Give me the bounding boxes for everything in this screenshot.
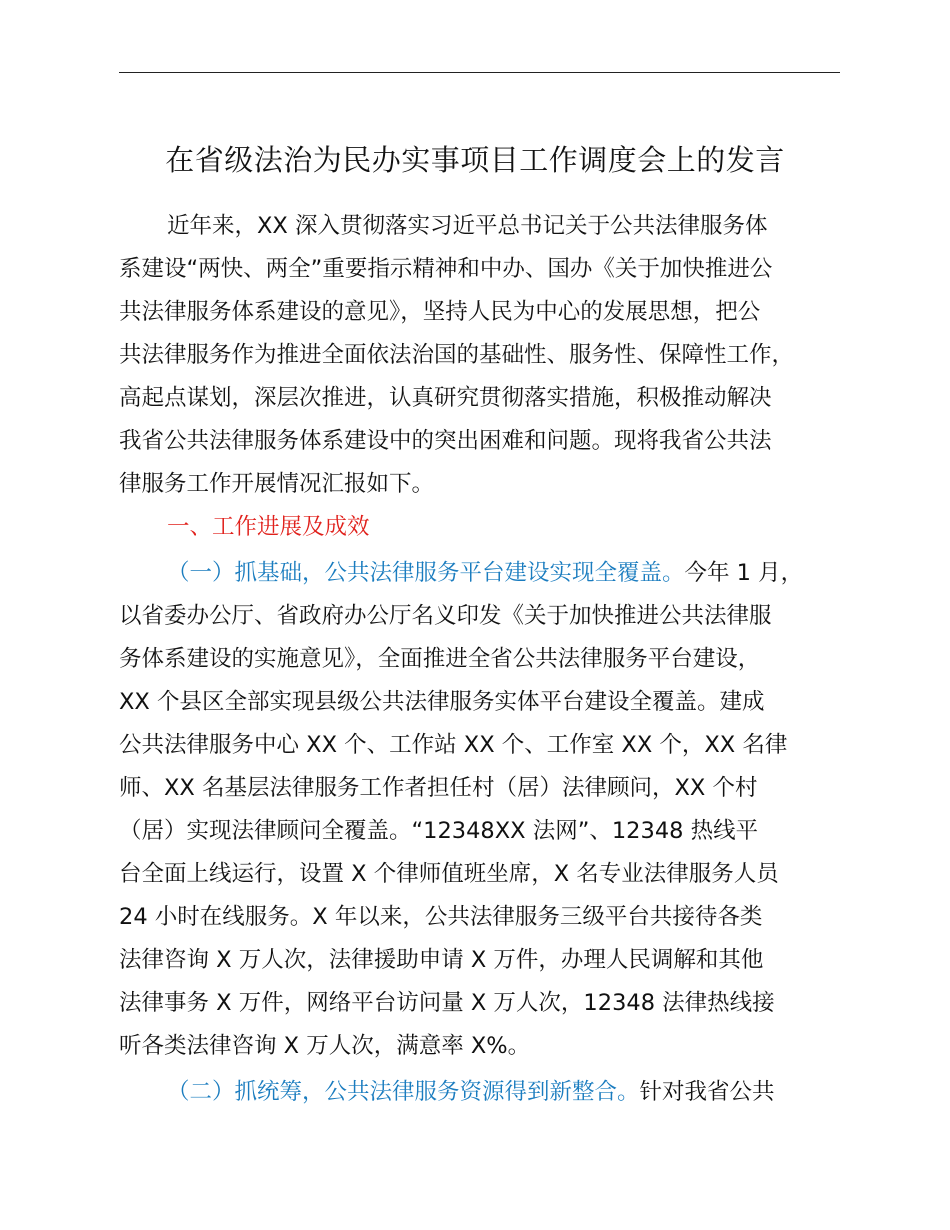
body-line: 24 小时在线服务。X 年以来，公共法律服务三级平台共接待各类 — [119, 904, 763, 930]
body-line: 务体系建设的实施意见》，全面推进全省公共法律服务平台建设， — [119, 646, 761, 672]
subsection-1-first-line — [167, 558, 803, 588]
intro-line: 共法律服务体系建设的意见》，坚持人民为中心的发展思想，把公 — [119, 299, 761, 325]
subsection-2-first-line — [167, 1077, 775, 1107]
intro-line: 我省公共法律服务体系建设中的突出困难和问题。现将我省公共法 — [119, 428, 772, 454]
intro-line: 近年来，XX 深入贯彻落实习近平总书记关于公共法律服务体 — [167, 213, 768, 239]
body-line: 法律事务 X 万件，网络平台访问量 X 万人次，12348 法律热线接 — [119, 990, 775, 1016]
subsection-1-heading: （一）抓基础，公共法律服务平台建设实现全覆盖。 — [167, 560, 685, 586]
intro-line: 高起点谋划，深层次推进，认真研究贯彻落实措施，积极推动解决 — [119, 385, 772, 411]
body-line: 法律咨询 X 万人次，法律援助申请 X 万件，办理人民调解和其他 — [119, 947, 764, 973]
subsection-1-text: 今年 1 月， — [684, 560, 804, 586]
body-line: XX 个县区全部实现县级公共法律服务实体平台建设全覆盖。建成 — [119, 689, 765, 715]
body-line: （居）实现法律顾问全覆盖。“12348XX 法网”、12348 热线平 — [119, 818, 759, 844]
intro-line: 系建设“两快、两全”重要指示精神和中办、国办《关于加快推进公 — [119, 256, 773, 282]
body-line: 台全面上线运行，设置 X 个律师值班坐席，X 名专业法律服务人员 — [119, 861, 779, 887]
document-title: 在省级法治为民办实事项目工作调度会上的发言 — [165, 143, 785, 177]
intro-line: 共法律服务作为推进全面依法治国的基础性、服务性、保障性工作， — [119, 342, 795, 368]
body-line: 听各类法律咨询 X 万人次，满意率 X%。 — [119, 1033, 531, 1059]
body-line: 以省委办公厅、省政府办公厅名义印发《关于加快推进公共法律服 — [119, 603, 772, 629]
subsection-2-text: 针对我省公共 — [639, 1079, 775, 1105]
section-heading: 一、工作进展及成效 — [167, 514, 370, 540]
intro-line: 律服务工作开展情况汇报如下。 — [119, 471, 435, 497]
body-line: 师、XX 名基层法律服务工作者担任村（居）法律顾问，XX 个村 — [119, 775, 758, 801]
body-line: 公共法律服务中心 XX 个、工作站 XX 个、工作室 XX 个，XX 名律 — [119, 732, 788, 758]
header-rule — [119, 72, 840, 73]
subsection-2-heading: （二）抓统筹，公共法律服务资源得到新整合。 — [167, 1079, 640, 1105]
